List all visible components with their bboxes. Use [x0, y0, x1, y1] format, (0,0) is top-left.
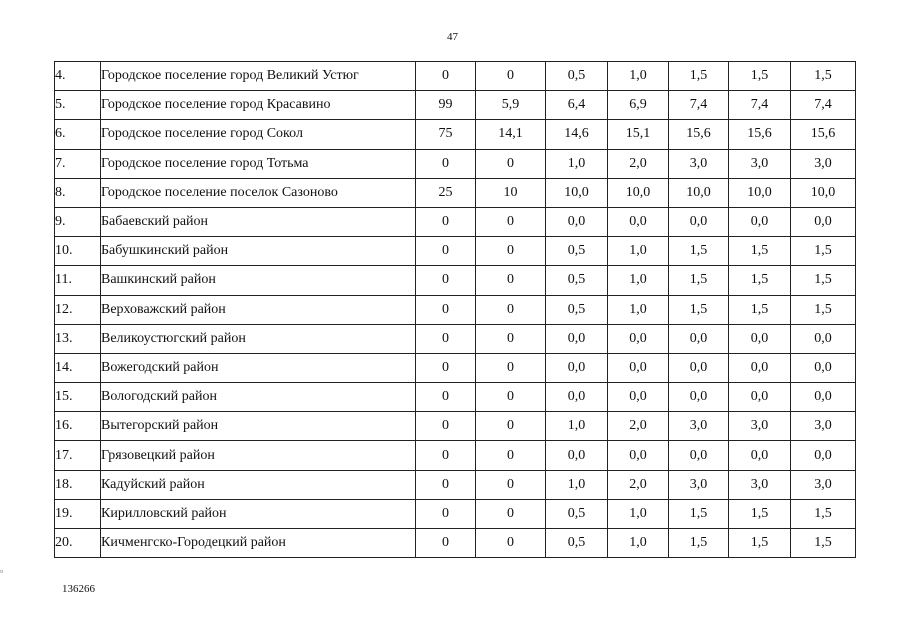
- value-cell-6: 10,0: [729, 178, 791, 207]
- value-cell-2: 5,9: [476, 91, 546, 120]
- value-cell-7: 1,5: [791, 529, 856, 558]
- value-cell-7: 0,0: [791, 324, 856, 353]
- value-cell-2: 0: [476, 412, 546, 441]
- municipality-name-cell: Кирилловский район: [101, 499, 416, 528]
- value-cell-7: 1,5: [791, 499, 856, 528]
- table-row: [55, 178, 856, 207]
- table-row: [55, 529, 856, 558]
- municipality-name-cell: Городское поселение поселок Сазоново: [101, 178, 416, 207]
- value-cell-7: 3,0: [791, 412, 856, 441]
- municipality-name-cell: Городское поселение город Красавино: [101, 91, 416, 120]
- value-cell-6: 3,0: [729, 149, 791, 178]
- value-cell-5: 0,0: [669, 383, 729, 412]
- value-cell-7: 3,0: [791, 149, 856, 178]
- row-number-cell: 19.: [55, 499, 101, 528]
- municipality-name-cell: Городское поселение город Великий Устюг: [101, 62, 416, 91]
- value-cell-3: 0,5: [546, 62, 608, 91]
- value-cell-1: 0: [416, 470, 476, 499]
- row-number-cell: 10.: [55, 237, 101, 266]
- value-cell-2: 0: [476, 529, 546, 558]
- table-row: [55, 353, 856, 382]
- value-cell-3: 0,5: [546, 529, 608, 558]
- value-cell-5: 15,6: [669, 120, 729, 149]
- value-cell-4: 1,0: [608, 266, 669, 295]
- row-number-cell: 4.: [55, 62, 101, 91]
- value-cell-4: 1,0: [608, 62, 669, 91]
- value-cell-4: 0,0: [608, 324, 669, 353]
- value-cell-4: 1,0: [608, 237, 669, 266]
- table-row: [55, 62, 856, 91]
- value-cell-6: 0,0: [729, 441, 791, 470]
- value-cell-1: 0: [416, 324, 476, 353]
- value-cell-3: 0,5: [546, 295, 608, 324]
- value-cell-7: 1,5: [791, 237, 856, 266]
- municipality-name-cell: Вологодский район: [101, 383, 416, 412]
- value-cell-6: 7,4: [729, 91, 791, 120]
- value-cell-2: 0: [476, 149, 546, 178]
- value-cell-7: 1,5: [791, 62, 856, 91]
- value-cell-3: 14,6: [546, 120, 608, 149]
- row-number-cell: 15.: [55, 383, 101, 412]
- row-number-cell: 13.: [55, 324, 101, 353]
- value-cell-1: 0: [416, 295, 476, 324]
- value-cell-7: 1,5: [791, 266, 856, 295]
- value-cell-3: 1,0: [546, 470, 608, 499]
- value-cell-6: 1,5: [729, 237, 791, 266]
- value-cell-6: 1,5: [729, 266, 791, 295]
- value-cell-3: 0,0: [546, 324, 608, 353]
- table-row: [55, 149, 856, 178]
- value-cell-2: 0: [476, 62, 546, 91]
- value-cell-6: 0,0: [729, 324, 791, 353]
- table-row: [55, 207, 856, 236]
- value-cell-5: 0,0: [669, 441, 729, 470]
- value-cell-3: 0,0: [546, 441, 608, 470]
- municipality-name-cell: Бабушкинский район: [101, 237, 416, 266]
- municipality-name-cell: Грязовецкий район: [101, 441, 416, 470]
- value-cell-3: 0,5: [546, 266, 608, 295]
- table-row: [55, 499, 856, 528]
- value-cell-2: 0: [476, 353, 546, 382]
- value-cell-5: 0,0: [669, 207, 729, 236]
- value-cell-6: 1,5: [729, 529, 791, 558]
- table-row: [55, 412, 856, 441]
- row-number-cell: 5.: [55, 91, 101, 120]
- municipality-name-cell: Великоустюгский район: [101, 324, 416, 353]
- value-cell-2: 14,1: [476, 120, 546, 149]
- value-cell-5: 1,5: [669, 295, 729, 324]
- row-number-cell: 18.: [55, 470, 101, 499]
- value-cell-4: 1,0: [608, 499, 669, 528]
- value-cell-4: 2,0: [608, 412, 669, 441]
- value-cell-1: 0: [416, 412, 476, 441]
- value-cell-3: 10,0: [546, 178, 608, 207]
- value-cell-4: 0,0: [608, 441, 669, 470]
- value-cell-2: 0: [476, 383, 546, 412]
- value-cell-4: 10,0: [608, 178, 669, 207]
- value-cell-7: 3,0: [791, 470, 856, 499]
- value-cell-3: 0,0: [546, 353, 608, 382]
- page-number: 47: [447, 31, 458, 43]
- value-cell-2: 0: [476, 237, 546, 266]
- value-cell-4: 1,0: [608, 529, 669, 558]
- value-cell-2: 0: [476, 441, 546, 470]
- value-cell-1: 0: [416, 207, 476, 236]
- scan-edge-mark: ▫: [0, 566, 4, 576]
- table-row: [55, 237, 856, 266]
- municipality-name-cell: Вожегодский район: [101, 353, 416, 382]
- value-cell-2: 0: [476, 207, 546, 236]
- value-cell-7: 0,0: [791, 207, 856, 236]
- value-cell-3: 0,5: [546, 237, 608, 266]
- row-number-cell: 20.: [55, 529, 101, 558]
- value-cell-1: 0: [416, 383, 476, 412]
- value-cell-1: 0: [416, 499, 476, 528]
- value-cell-2: 0: [476, 266, 546, 295]
- municipality-name-cell: Бабаевский район: [101, 207, 416, 236]
- document-code: 136266: [62, 583, 95, 595]
- value-cell-7: 1,5: [791, 295, 856, 324]
- value-cell-2: 0: [476, 295, 546, 324]
- value-cell-2: 0: [476, 470, 546, 499]
- value-cell-5: 3,0: [669, 470, 729, 499]
- value-cell-5: 3,0: [669, 412, 729, 441]
- value-cell-4: 2,0: [608, 470, 669, 499]
- table-row: [55, 120, 856, 149]
- table-row: [55, 295, 856, 324]
- value-cell-1: 0: [416, 149, 476, 178]
- value-cell-6: 3,0: [729, 470, 791, 499]
- row-number-cell: 6.: [55, 120, 101, 149]
- value-cell-1: 0: [416, 62, 476, 91]
- value-cell-1: 0: [416, 353, 476, 382]
- row-number-cell: 14.: [55, 353, 101, 382]
- row-number-cell: 8.: [55, 178, 101, 207]
- value-cell-6: 0,0: [729, 353, 791, 382]
- value-cell-3: 1,0: [546, 412, 608, 441]
- value-cell-4: 0,0: [608, 383, 669, 412]
- value-cell-5: 1,5: [669, 237, 729, 266]
- value-cell-3: 6,4: [546, 91, 608, 120]
- value-cell-7: 0,0: [791, 353, 856, 382]
- value-cell-5: 10,0: [669, 178, 729, 207]
- table-row: [55, 470, 856, 499]
- value-cell-5: 7,4: [669, 91, 729, 120]
- table-row: [55, 266, 856, 295]
- value-cell-7: 15,6: [791, 120, 856, 149]
- value-cell-3: 0,5: [546, 499, 608, 528]
- table-body: [55, 62, 856, 558]
- value-cell-6: 15,6: [729, 120, 791, 149]
- value-cell-4: 1,0: [608, 295, 669, 324]
- value-cell-4: 15,1: [608, 120, 669, 149]
- value-cell-5: 3,0: [669, 149, 729, 178]
- municipality-name-cell: Городское поселение город Тотьма: [101, 149, 416, 178]
- row-number-cell: 11.: [55, 266, 101, 295]
- row-number-cell: 16.: [55, 412, 101, 441]
- value-cell-7: 0,0: [791, 441, 856, 470]
- value-cell-5: 1,5: [669, 62, 729, 91]
- value-cell-6: 1,5: [729, 499, 791, 528]
- value-cell-7: 10,0: [791, 178, 856, 207]
- value-cell-4: 0,0: [608, 207, 669, 236]
- value-cell-3: 0,0: [546, 207, 608, 236]
- row-number-cell: 9.: [55, 207, 101, 236]
- value-cell-2: 10: [476, 178, 546, 207]
- municipality-name-cell: Кадуйский район: [101, 470, 416, 499]
- value-cell-6: 0,0: [729, 383, 791, 412]
- value-cell-1: 0: [416, 441, 476, 470]
- value-cell-6: 0,0: [729, 207, 791, 236]
- value-cell-1: 99: [416, 91, 476, 120]
- table-row: [55, 441, 856, 470]
- value-cell-6: 1,5: [729, 62, 791, 91]
- table-row: [55, 324, 856, 353]
- municipality-name-cell: Кичменгско-Городецкий район: [101, 529, 416, 558]
- row-number-cell: 7.: [55, 149, 101, 178]
- table-row: [55, 383, 856, 412]
- value-cell-7: 0,0: [791, 383, 856, 412]
- municipality-name-cell: Верховажский район: [101, 295, 416, 324]
- data-table: [54, 61, 856, 558]
- value-cell-2: 0: [476, 324, 546, 353]
- value-cell-1: 0: [416, 237, 476, 266]
- value-cell-5: 1,5: [669, 266, 729, 295]
- value-cell-4: 0,0: [608, 353, 669, 382]
- value-cell-4: 2,0: [608, 149, 669, 178]
- value-cell-6: 1,5: [729, 295, 791, 324]
- table-row: [55, 91, 856, 120]
- value-cell-5: 1,5: [669, 529, 729, 558]
- value-cell-1: 75: [416, 120, 476, 149]
- value-cell-4: 6,9: [608, 91, 669, 120]
- row-number-cell: 12.: [55, 295, 101, 324]
- value-cell-2: 0: [476, 499, 546, 528]
- value-cell-5: 1,5: [669, 499, 729, 528]
- value-cell-3: 1,0: [546, 149, 608, 178]
- value-cell-3: 0,0: [546, 383, 608, 412]
- value-cell-1: 0: [416, 529, 476, 558]
- municipality-name-cell: Вашкинский район: [101, 266, 416, 295]
- value-cell-5: 0,0: [669, 353, 729, 382]
- value-cell-6: 3,0: [729, 412, 791, 441]
- municipality-name-cell: Вытегорский район: [101, 412, 416, 441]
- row-number-cell: 17.: [55, 441, 101, 470]
- value-cell-7: 7,4: [791, 91, 856, 120]
- value-cell-1: 25: [416, 178, 476, 207]
- value-cell-1: 0: [416, 266, 476, 295]
- municipality-name-cell: Городское поселение город Сокол: [101, 120, 416, 149]
- value-cell-5: 0,0: [669, 324, 729, 353]
